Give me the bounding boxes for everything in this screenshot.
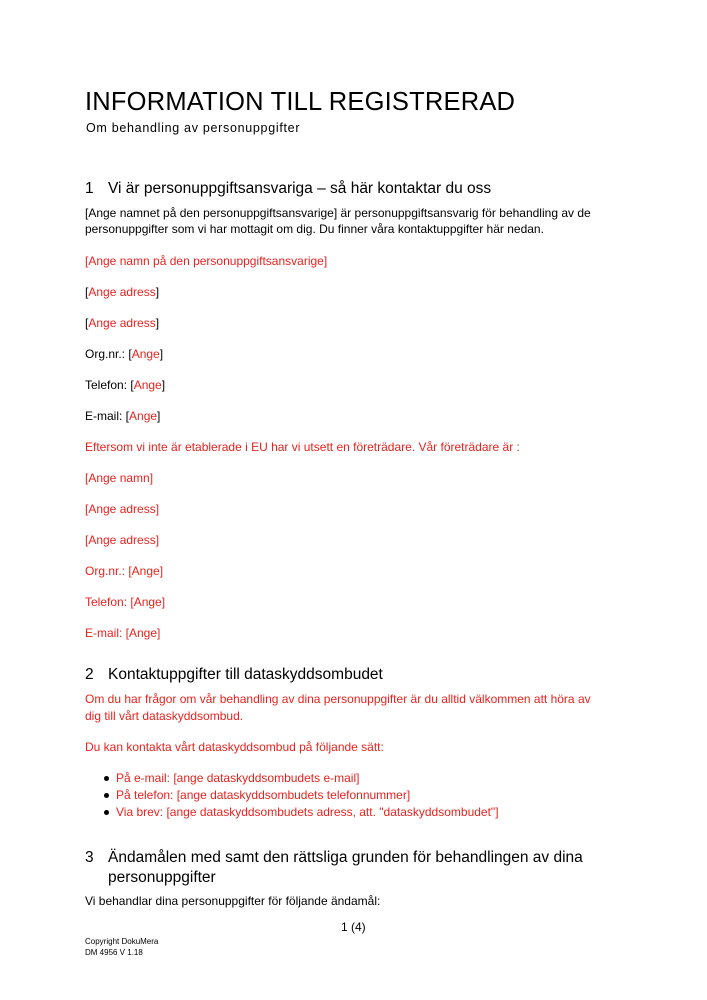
representative-intro: Eftersom vi inte är etablerade i EU har vi utsett en företrädare. Vår företrädare är : <box>85 440 520 454</box>
list-item: På telefon: [ange dataskyddsombudets telefonnummer] <box>104 787 499 804</box>
section-2-heading <box>85 666 383 684</box>
representative-name: [Ange namn] <box>85 471 154 485</box>
section-1-intro-line-1: [Ange namnet på den personuppgiftsansvarige] är personuppgiftsansvarig för behandling av de <box>85 206 591 220</box>
section-1-title: Vi är personuppgiftsansvariga – så här kontaktar du oss <box>108 180 492 197</box>
section-1-number: 1 <box>85 180 94 197</box>
bullet-icon <box>104 793 109 798</box>
representative-email: E-mail: [Ange] <box>85 626 161 640</box>
document-subtitle: Om behandling av personuppgifter <box>86 121 301 135</box>
controller-email: E-mail: [Ange] <box>85 409 161 423</box>
section-2-number: 2 <box>85 666 94 683</box>
section-3-heading <box>85 849 583 867</box>
footer-copyright: Copyright DokuMera <box>85 937 159 946</box>
representative-address-1: [Ange adress] <box>85 502 160 516</box>
list-item: Via brev: [ange dataskyddsombudets adress, att. "dataskyddsombudet"] <box>104 804 499 821</box>
section-2-title: Kontaktuppgifter till dataskyddsombudet <box>108 666 383 683</box>
section-3-number: 3 <box>85 849 94 866</box>
controller-name: [Ange namn på den personuppgiftsansvarige] <box>85 254 328 268</box>
controller-address-2: [Ange adress] <box>85 316 160 330</box>
page-number: 1 (4) <box>341 920 366 934</box>
dpo-contact-list <box>104 770 499 821</box>
bullet-icon <box>104 776 109 781</box>
footer-doc-id: DM 4956 V 1.18 <box>85 948 143 957</box>
controller-org-number: Org.nr.: [Ange] <box>85 347 164 361</box>
controller-phone: Telefon: [Ange] <box>85 378 166 392</box>
dpo-contact-intro: Du kan kontakta vårt dataskyddsombud på följande sätt: <box>85 740 384 754</box>
representative-phone: Telefon: [Ange] <box>85 595 166 609</box>
section-2-paragraph-line-1: Om du har frågor om vår behandling av dina personuppgifter är du alltid välkommen att höra av <box>85 692 591 706</box>
section-1-heading <box>85 180 491 198</box>
section-3-intro: Vi behandlar dina personuppgifter för följande ändamål: <box>85 894 381 908</box>
controller-address-1: [Ange adress] <box>85 285 160 299</box>
bullet-icon <box>104 810 109 815</box>
list-item: På e-mail: [ange dataskyddsombudets e-mail] <box>104 770 499 787</box>
representative-address-2: [Ange adress] <box>85 533 160 547</box>
document-title: INFORMATION TILL REGISTRERAD <box>85 88 516 116</box>
section-1-intro-line-2: personuppgifter som vi har mottagit om dig. Du finner våra kontaktuppgifter här nedan. <box>85 222 544 236</box>
section-3-title-line-2: personuppgifter <box>108 869 216 886</box>
representative-org-number: Org.nr.: [Ange] <box>85 564 164 578</box>
section-3-title-line-1: Ändamålen med samt den rättsliga grunden för behandlingen av dina <box>108 849 583 866</box>
section-2-paragraph-line-2: dig till vårt dataskyddsombud. <box>85 709 244 723</box>
